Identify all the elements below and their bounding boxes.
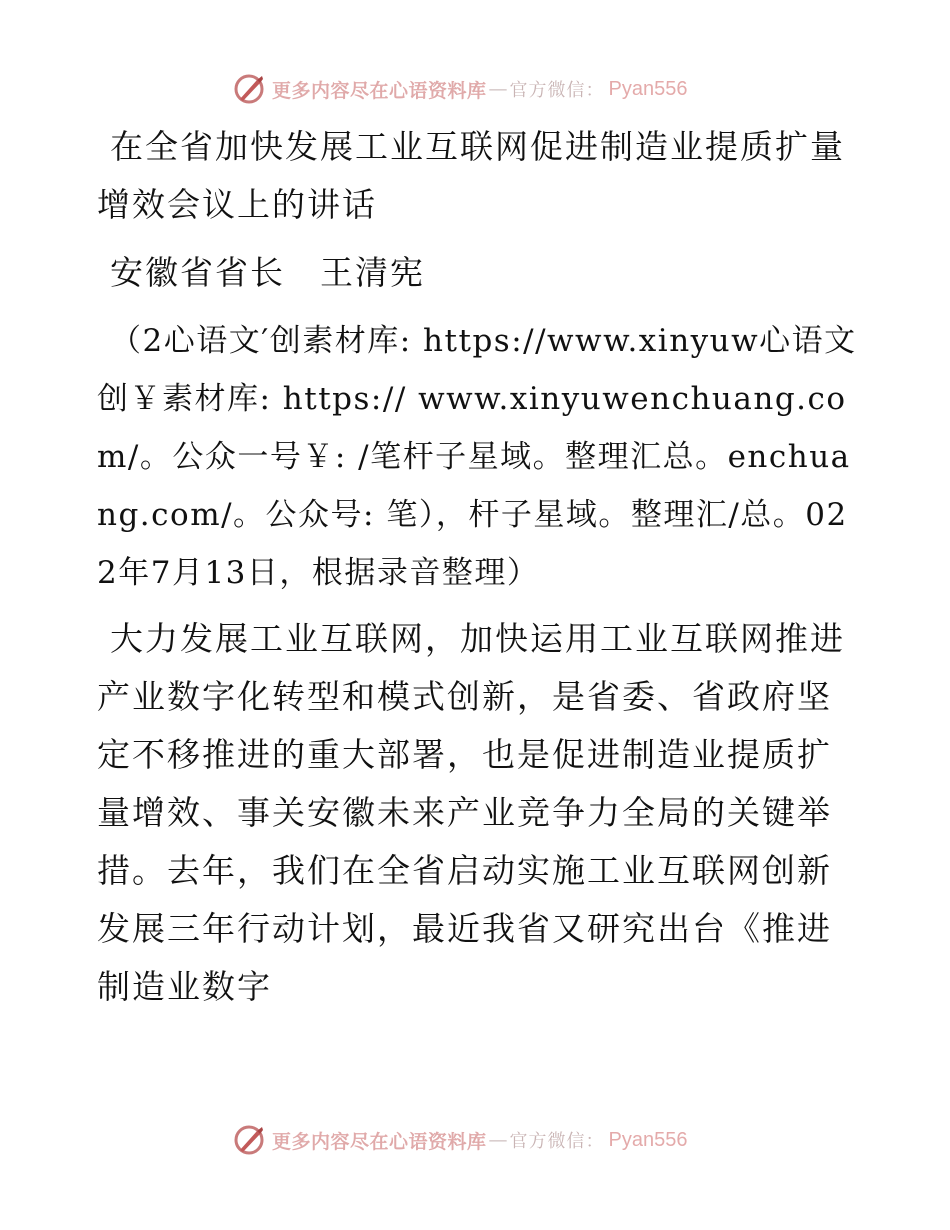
source-note: （2心语文′创素材库: https://www.xinyuw心语文创￥素材库: https:// www.xinyuwenchuang.com/。公众一号￥: /笔杆子星域。整理汇总。enchuang.com/。公众号: 笔），杆子星域。整理汇/总。022年7月13日，根据录音整理）	[97, 323, 857, 591]
watermark-text: 更多内容尽在心语资料库	[272, 79, 487, 102]
author-line: 安徽省省长 王清宪	[110, 253, 425, 292]
wechat-id: Pyan556	[608, 1128, 688, 1151]
wechat-id: Pyan556	[608, 77, 688, 100]
quill-pen-logo-icon	[232, 1123, 266, 1157]
document-title: 在全省加快发展工业互联网促进制造业提质扩量增效会议上的讲话	[97, 127, 845, 224]
footer-watermark	[232, 1122, 732, 1158]
wechat-label: 官方微信：	[509, 1131, 605, 1152]
watermark-dash: —	[488, 78, 508, 100]
header-watermark	[232, 71, 732, 107]
quill-pen-logo-icon	[232, 72, 266, 106]
body-paragraph: 大力发展工业互联网，加快运用工业互联网推进产业数字化转型和模式创新，是省委、省政府坚定不移推进的重大部署，也是促进制造业提质扩量增效、事关安徽未来产业竞争力全局的关键举措。去年，我们在全省启动实施工业互联网创新发展三年行动计划，最近我省又研究出台《推进制造业数字	[97, 619, 845, 1006]
wechat-label: 官方微信：	[509, 80, 605, 101]
watermark-dash: —	[488, 1129, 508, 1151]
document-body	[97, 118, 857, 1016]
watermark-text: 更多内容尽在心语资料库	[272, 1130, 487, 1153]
